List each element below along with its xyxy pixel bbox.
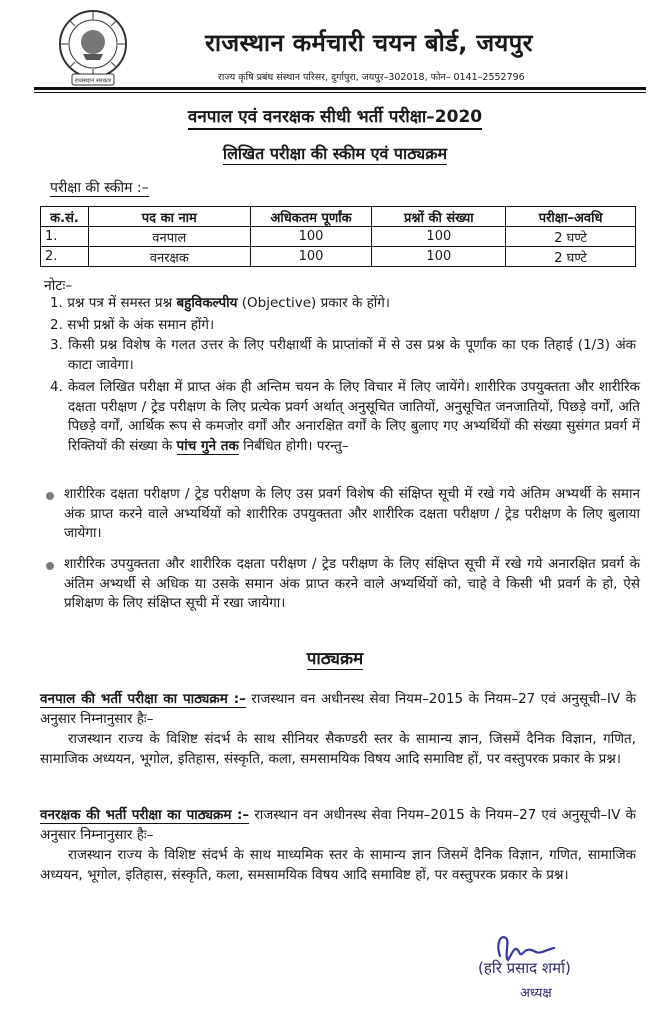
header-divider bbox=[34, 87, 646, 90]
document-subtitle: लिखित परीक्षा की स्कीम एवं पाठ्यक्रम bbox=[222, 144, 448, 163]
table-header-row bbox=[41, 207, 636, 227]
forest-guard-syllabus-body: राजस्थान राज्य के विशिष्ट संदर्भ के साथ माध्यमिक स्तर के सामान्य ज्ञान जिसमें दैनिक विज्ञान, गणित, सामाजिक अध्ययन, भूगोल, इतिहास, संस्कृति, कला, समसामयिक विषय आदि समाविष्ट हों, पर वस्तुपरक प्रकार के प्रश्न। bbox=[40, 847, 636, 883]
organization-name: राजस्थान कर्मचारी चयन बोर्ड, जयपुर bbox=[205, 29, 533, 57]
table-cell: 1. bbox=[41, 227, 89, 247]
exam-scheme-table bbox=[40, 206, 636, 267]
table-cell: 100 bbox=[372, 247, 506, 267]
table-row bbox=[41, 227, 636, 247]
note-item-2: 2. सभी प्रश्नों के अंक समान होंगे। bbox=[50, 317, 215, 333]
organization-address: राज्य कृषि प्रबंध संस्थान परिसर, दुर्गापुरा, जयपुर–302018, फोन– 0141–2552796 bbox=[218, 72, 525, 83]
table-header-max-marks: अधिकतम पूर्णांक bbox=[250, 207, 372, 227]
table-header-serial: क.सं. bbox=[41, 207, 89, 227]
table-header-question-count: प्रश्नों की संख्या bbox=[372, 207, 506, 227]
forester-syllabus-intro: वनपाल की भर्ती परीक्षा का पाठ्यक्रम :– राजस्थान वन अधीनस्थ सेवा नियम–2015 के नियम–27 एवं अनुसूची–IV के अनुसार निम्नानुसार हैः– bbox=[40, 691, 636, 727]
proviso-bullet-1: शारीरिक दक्षता परीक्षण / ट्रेड परीक्षण के लिए उस प्रवर्ग विशेष की संक्षिप्त सूची में रखे गये अंतिम अभ्यर्थी के समान अंक प्राप्त करने वाले अभ्यर्थियों को शारीरिक उपयुक्तता और शारीरिक दक्षता परीक्षण / ट्रेड परीक्षण के लिए बुलाया जायेगा। bbox=[64, 486, 640, 541]
note-item-4: 4. केवल लिखित परीक्षा में प्राप्त अंक ही अन्तिम चयन के लिए विचार में लिए जायेंगे। शारीरिक उपयुक्तता और शारीरिक दक्षता परीक्षण / ट्रेड परीक्षण के लिए प्रत्येक प्रवर्ग अर्थात् अनुसूचित जातियों, अनुसूचित जनजातियों, पिछड़े वर्गों, अति पिछड़े वर्गों, आर्थिक रूप से कमजोर वर्गों और अनारक्षित वर्गों के लिए बुलाए गए अभ्यर्थियों की संख्या सुसंगत प्रवर्ग में रिक्तियों की संख्या के पांच गुने तक निर्बंधित होगी। परन्तु– bbox=[50, 379, 640, 454]
table-cell: 2 घण्टे bbox=[506, 247, 636, 267]
note-item-1: 1. प्रश्न पत्र में समस्त प्रश्न बहुविकल्पीय (Objective) प्रकार के होंगे। bbox=[50, 295, 391, 311]
svg-text:राजस्थान सरकार: राजस्थान सरकार bbox=[74, 77, 112, 85]
forester-syllabus-body: राजस्थान राज्य के विशिष्ट संदर्भ के साथ सीनियर सैकण्डरी स्तर के सामान्य ज्ञान, जिसमें दैनिक विज्ञान, गणित, सामाजिक अध्ययन, भूगोल, इतिहास, संस्कृति, कला, समसामयिक विषय आदि समाविष्ट हों, पर वस्तुपरक प्रकार के प्रश्न। bbox=[40, 731, 636, 767]
table-cell: 100 bbox=[250, 227, 372, 247]
table-header-post-name: पद का नाम bbox=[88, 207, 250, 227]
table-cell: 2 घण्टे bbox=[506, 227, 636, 247]
bullet-icon bbox=[46, 492, 54, 500]
table-cell: 2. bbox=[41, 247, 89, 267]
table-row bbox=[41, 247, 636, 267]
bullet-icon bbox=[46, 562, 54, 570]
table-cell: वनरक्षक bbox=[88, 247, 250, 267]
table-cell: 100 bbox=[250, 247, 372, 267]
rsmssb-emblem-logo bbox=[56, 8, 130, 90]
table-cell: 100 bbox=[372, 227, 506, 247]
table-header-duration: परीक्षा–अवधि bbox=[506, 207, 636, 227]
notes-label: नोटः– bbox=[44, 278, 73, 294]
table-cell: वनपाल bbox=[88, 227, 250, 247]
header-divider-thin bbox=[34, 92, 646, 93]
signatory-name: (हरि प्रसाद शर्मा) bbox=[478, 959, 571, 977]
proviso-bullet-2: शारीरिक उपयुक्तता और शारीरिक दक्षता परीक्षण / ट्रेड परीक्षण के लिए संक्षिप्त सूची में रखे गये अनारक्षित प्रवर्ग के अंतिम अभ्यर्थी से अधिक या उसके समान अंक प्राप्त करने वाले अभ्यर्थियों को, चाहे वे किसी भी प्रवर्ग के हो, ऐसे प्रशिक्षण के लिए संक्षिप्त सूची में रखा जायेगा। bbox=[64, 556, 640, 611]
forest-guard-syllabus-intro: वनरक्षक की भर्ती परीक्षा का पाठ्यक्रम :– राजस्थान वन अधीनस्थ सेवा नियम–2015 के नियम–27 एवं अनुसूची–IV के अनुसार निम्नानुसार हैः– bbox=[40, 807, 636, 843]
syllabus-heading: पाठ्यक्रम bbox=[306, 649, 364, 669]
scheme-label: परीक्षा की स्कीम :– bbox=[50, 180, 149, 196]
signatory-designation: अध्यक्ष bbox=[520, 986, 552, 1001]
document-title: वनपाल एवं वनरक्षक सीधी भर्ती परीक्षा–2020 bbox=[0, 104, 670, 127]
note-item-3: 3. किसी प्रश्न विशेष के गलत उत्तर के लिए परीक्षार्थी के प्राप्तांकों में से उस प्रश्न के पूर्णांक का एक तिहाई (1/3) अंक काटा जावेगा। bbox=[50, 337, 636, 373]
